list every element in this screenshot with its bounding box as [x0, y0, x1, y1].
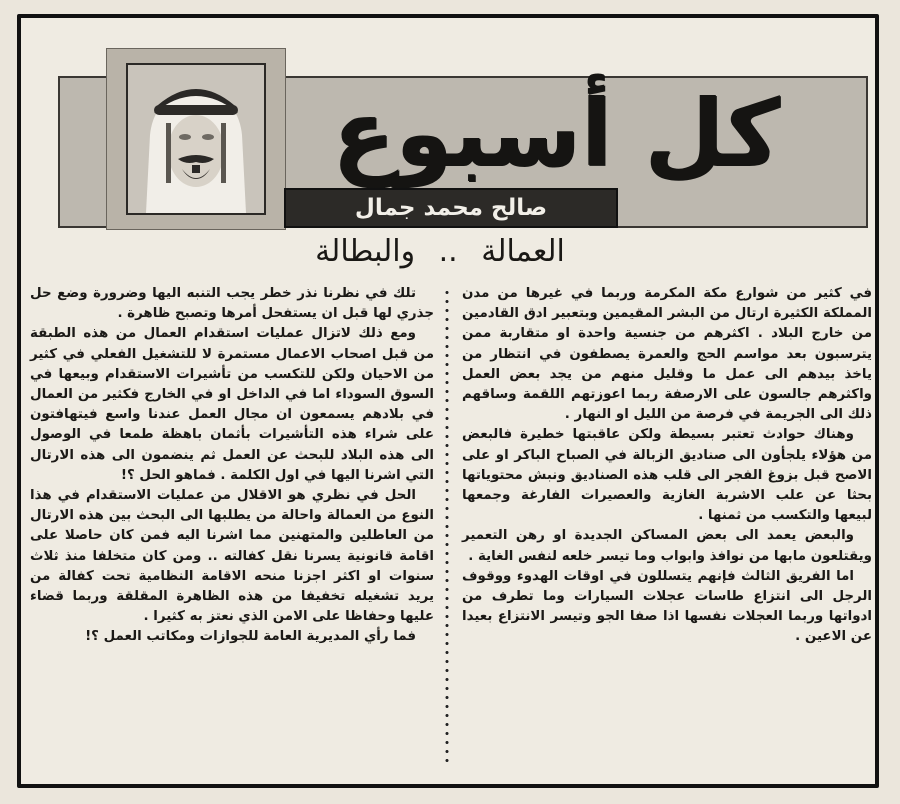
article-column-right: [462, 284, 872, 648]
author-photo-frame: [106, 48, 286, 230]
paragraph: تلك في نظرنا نذر خطر يجب التنبه اليها وضرورة وضع حل جذري لها قبل ان يستفحل أمرها وتصبح ظاهرة .: [30, 286, 434, 322]
author-name: صالح محمد جمال: [354, 195, 548, 221]
author-portrait: [126, 63, 266, 215]
article-column-left: [30, 284, 434, 648]
article-headline: العمالة .. والبطالة: [315, 234, 565, 269]
column-masthead: [58, 22, 868, 232]
paragraph: في كثير من شوارع مكة المكرمة وربما في غيرها من مدن المملكة الكثيرة ارتال من البشر المقيمين وبتعبير ادق القادمين من خارج البلاد . اكثرهم من جنسية واحدة او متقاربة ممن يترسبون بعد مواسم الحج والعمرة يصطفون في انتظار من ياخذ بيدهم الى عمل ما وقليل منهم من يجد بعض العمل واكثرهم جالسون على الارصفة ربما اعوزتهم اللقمة وساقهم ذلك الى الجريمة في فرصة من الليل او النهار .: [462, 286, 872, 423]
paragraph: الحل في نظري هو الاقلال من عمليات الاستقدام في هذا النوع من العمالة واحالة من يطلبها الى البحث بين هذه الارتال من العاطلين والمتهنين مما اشرنا اليه فمن كان حاصلا على اقامة قانونية يسرنا نقل كفالته .. ومن كان متخلفا منذ ثلاث سنوات او اكثر اجزنا منحه الاقامة النظامية تحت كفالة من يريد تشغيله تخفيفا من هذه الظاهرة المقلقة وربما قضاء عليها وحفاظا على الامن الذي نعتز به كثيرا .: [30, 488, 434, 625]
column-title: كل أسبوع: [332, 80, 780, 187]
title-band-left: [58, 76, 106, 228]
paragraph: اما الفريق الثالث فإنهم يتسللون في اوقات الهدوء ووقوف الرجل الى انتزاع طاسات عجلات السيارات وما تطرف من ادواتها وربما العجلات نفسها اذا صفا الجو وتيسر الانتزاع بعيدا عن الاعين .: [462, 568, 872, 645]
paragraph: والبعض يعمد الى بعض المساكن الجديدة او رهن التعمير ويقتلعون مابها من نوافذ وابواب وما تيسر خلعه لنفس الغاية .: [462, 528, 872, 564]
column-divider: [445, 288, 449, 762]
paragraph: ومع ذلك لاتزال عمليات استقدام العمال من هذه الطبقة من قبل اصحاب الاعمال مستمرة لا للتشغيل الفعلي في كثير من الاحيان ولكن للتكسب من تأشيرات الاستقدام وبيعها في السوق السوداء اما في الداخل او في الخارج فكثير من العمال في بلادهم يسمعون ان مجال العمل عندنا واسع فيتهافتون على شراء هذه التأشيرات بأثمان باهظة طمعا في الوصول الى هذه البلاد للبحث عن العمل ثم ينضمون الى هذه الارتال التي اشرنا اليها في اول الكلمة . فماهو الحل ؟!: [30, 326, 434, 483]
author-byline: [284, 188, 618, 228]
paragraph: وهناك حوادث تعتبر بسيطة ولكن عاقبتها خطيرة فالبعض من هؤلاء يلجأون الى صناديق الزبالة في الصباح الباكر او على الاصح قبل بزوغ الفجر الى قلب هذه الصناديق ونبش محتوياتها بحثا عن علب الاشربة الغازية والعصيرات الفارغة وجمعها لبيعها والتكسب من ثمنها .: [462, 427, 872, 524]
portrait-icon: [128, 65, 264, 213]
paragraph: فما رأي المديرية العامة للجوازات ومكاتب العمل ؟!: [85, 629, 416, 645]
